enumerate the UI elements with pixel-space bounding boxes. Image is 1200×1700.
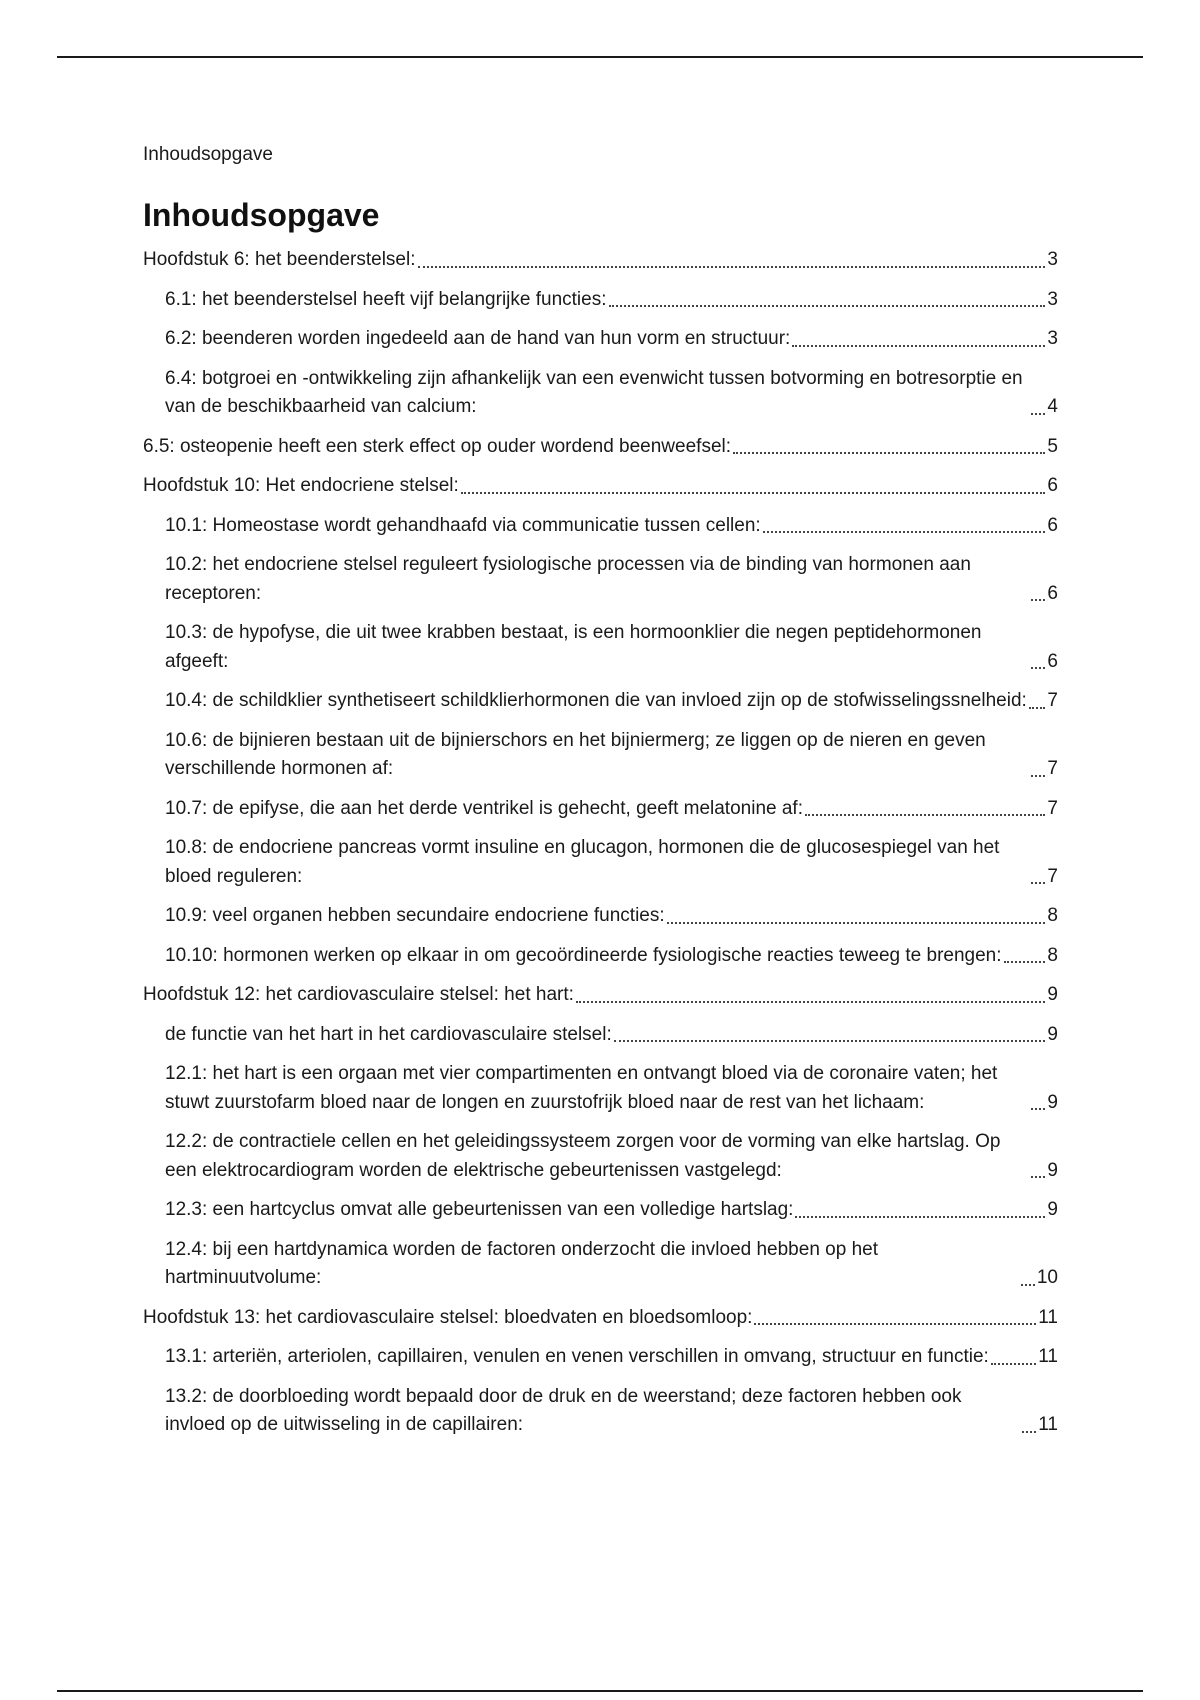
toc-entry-text[interactable]: 13.2: de doorbloeding wordt bepaald door de druk en de weerstand; deze factoren hebben ook invloed op de uitwisseling in de capillairen: <box>165 1385 962 1435</box>
toc-page-number[interactable]: 9 <box>1047 1091 1058 1113</box>
toc-entry-text[interactable]: 6.1: het beenderstelsel heeft vijf belangrijke functies: <box>165 288 607 310</box>
toc-entry-text[interactable]: 10.4: de schildklier synthetiseert schildklierhormonen die van invloed zijn op de stofwisselingssnelheid: <box>165 690 1027 711</box>
bottom-rule <box>57 1690 1143 1692</box>
toc-dot-leader <box>1031 667 1045 669</box>
toc-title: Inhoudsopgave <box>143 197 380 233</box>
toc-entry-section[interactable] <box>143 1128 1058 1185</box>
toc-entry-text[interactable]: 6.2: beenderen worden ingedeeld aan de hand van hun vorm en structuur: <box>165 328 791 349</box>
toc-dot-leader <box>1021 1284 1035 1286</box>
toc-page-number[interactable]: 5 <box>1047 435 1058 457</box>
toc-entry-text[interactable]: 10.3: de hypofyse, die uit twee krabben bestaat, is een hormoonklier die negen peptidehormonen afgeeft: <box>165 622 982 672</box>
toc-dot-leader <box>1031 775 1045 777</box>
toc-entry-text[interactable]: 12.4: bij een hartdynamica worden de factoren onderzocht die invloed hebben op het hartminuutvolume: <box>165 1238 878 1288</box>
toc-entry-section[interactable] <box>143 902 1058 931</box>
toc-entry-text[interactable]: 10.2: het endocriene stelsel reguleert fysiologische processen via de binding van hormonen aan receptoren: <box>165 554 971 604</box>
toc-page-number[interactable]: 9 <box>1047 984 1058 1005</box>
toc-page-number[interactable]: 7 <box>1047 758 1058 779</box>
toc-dot-leader <box>461 492 1046 494</box>
toc-entry-text[interactable]: 6.4: botgroei en -ontwikkeling zijn afhankelijk van een evenwicht tussen botvorming en botresorptie en van de beschikbaarheid van calcium: <box>165 367 1023 417</box>
toc-page-number[interactable]: 7 <box>1047 865 1058 887</box>
toc-entry-chapter[interactable] <box>143 246 1058 275</box>
toc-page-number[interactable]: 3 <box>1047 328 1058 349</box>
toc-dot-leader <box>754 1323 1036 1325</box>
toc-dot-leader <box>792 345 1045 347</box>
toc-page-number[interactable]: 4 <box>1047 396 1058 417</box>
top-rule <box>57 56 1143 58</box>
toc-dot-leader <box>609 305 1046 307</box>
toc-entry-text[interactable]: 12.2: de contractiele cellen en het geleidingssysteem zorgen voor de vorming van elke hartslag. Op een elektrocardiogram worden de elektrische gebeurtenissen vastgelegd: <box>165 1131 1001 1181</box>
toc-entry-section[interactable] <box>143 942 1058 971</box>
toc-page-number[interactable]: 9 <box>1047 1199 1058 1220</box>
toc-dot-leader <box>1031 1176 1045 1178</box>
toc-entry-section[interactable] <box>143 1021 1058 1050</box>
toc-dot-leader <box>763 531 1046 533</box>
toc-entry-text[interactable]: 12.3: een hartcyclus omvat alle gebeurtenissen van een volledige hartslag: <box>165 1199 794 1220</box>
toc-entry-text[interactable]: 10.9: veel organen hebben secundaire endocriene functies: <box>165 905 665 926</box>
toc-entry-chapter[interactable] <box>143 433 1058 462</box>
toc-entry-section[interactable] <box>143 1060 1058 1117</box>
toc-entry-section[interactable] <box>143 325 1058 354</box>
toc-dot-leader <box>1031 413 1045 415</box>
toc-entry-text[interactable]: de functie van het hart in het cardiovasculaire stelsel: <box>165 1023 612 1045</box>
toc-entry-section[interactable] <box>143 687 1058 716</box>
page-content <box>143 143 1058 1451</box>
toc-entry-section[interactable] <box>143 619 1058 676</box>
toc-entry-text[interactable]: 13.1: arteriën, arteriolen, capillairen, venulen en venen verschillen in omvang, structuur en functie: <box>165 1346 989 1367</box>
toc-dot-leader <box>1022 1431 1036 1433</box>
toc-entry-section[interactable] <box>143 1196 1058 1225</box>
toc-entry-text[interactable]: Hoofdstuk 13: het cardiovasculaire stelsel: bloedvaten en bloedsomloop: <box>143 1306 753 1328</box>
toc-entry-section[interactable] <box>143 551 1058 608</box>
toc-dot-leader <box>795 1216 1045 1218</box>
toc-page-number[interactable]: 9 <box>1047 1159 1058 1181</box>
toc-page-number[interactable]: 6 <box>1047 582 1058 604</box>
toc-page-number[interactable]: 10 <box>1036 1267 1058 1288</box>
toc-entry-text[interactable]: 10.6: de bijnieren bestaan uit de bijnierschors en het bijniermerg; ze liggen op de nieren en geven verschillende hormonen af: <box>165 729 986 779</box>
toc-page-number[interactable]: 11 <box>1038 1306 1058 1328</box>
toc-page-number[interactable]: 3 <box>1047 249 1058 270</box>
table-of-contents <box>143 246 1058 1440</box>
toc-page-number[interactable]: 8 <box>1047 944 1058 966</box>
toc-dot-leader <box>667 922 1046 924</box>
toc-dot-leader <box>733 452 1045 454</box>
toc-entry-section[interactable] <box>143 365 1058 422</box>
toc-dot-leader <box>418 266 1046 268</box>
toc-page-number[interactable]: 11 <box>1038 1414 1058 1435</box>
toc-page-number[interactable]: 11 <box>1038 1346 1058 1367</box>
toc-entry-text[interactable]: 10.1: Homeostase wordt gehandhaafd via communicatie tussen cellen: <box>165 514 761 536</box>
toc-dot-leader <box>1004 961 1046 963</box>
toc-entry-section[interactable] <box>143 1236 1058 1293</box>
toc-entry-chapter[interactable] <box>143 1304 1058 1333</box>
toc-entry-section[interactable] <box>143 512 1058 541</box>
toc-page-number[interactable]: 6 <box>1047 650 1058 672</box>
toc-page-number[interactable]: 7 <box>1047 690 1058 711</box>
toc-page-number[interactable]: 8 <box>1047 905 1058 926</box>
toc-entry-text[interactable]: 10.8: de endocriene pancreas vormt insuline en glucagon, hormonen die de glucosespiegel van het bloed reguleren: <box>165 837 1000 887</box>
running-header: Inhoudsopgave <box>143 144 273 165</box>
toc-entry-section[interactable] <box>143 286 1058 315</box>
toc-entry-chapter[interactable] <box>143 472 1058 501</box>
toc-page-number[interactable]: 6 <box>1047 514 1058 536</box>
toc-dot-leader <box>1031 599 1045 601</box>
toc-dot-leader <box>1031 1108 1045 1110</box>
toc-dot-leader <box>614 1040 1046 1042</box>
toc-entry-text[interactable]: Hoofdstuk 12: het cardiovasculaire stelsel: het hart: <box>143 984 574 1005</box>
toc-dot-leader <box>1029 707 1046 709</box>
toc-entry-text[interactable]: 12.1: het hart is een orgaan met vier compartimenten en ontvangt bloed via de coronaire vaten; het stuwt zuurstofarm bloed naar de longen en zuurstofrijk bloed naar de rest van het lichaam: <box>165 1063 998 1113</box>
toc-entry-text[interactable]: Hoofdstuk 10: Het endocriene stelsel: <box>143 475 459 496</box>
toc-page-number[interactable]: 3 <box>1047 288 1058 310</box>
toc-entry-text[interactable]: 6.5: osteopenie heeft een sterk effect op ouder wordend beenweefsel: <box>143 435 732 457</box>
toc-entry-section[interactable] <box>143 1383 1058 1440</box>
toc-dot-leader <box>576 1001 1046 1003</box>
toc-entry-section[interactable] <box>143 795 1058 824</box>
toc-entry-section[interactable] <box>143 834 1058 891</box>
toc-entry-section[interactable] <box>143 1343 1058 1372</box>
toc-entry-text[interactable]: 10.10: hormonen werken op elkaar in om gecoördineerde fysiologische reacties teweeg te brengen: <box>165 944 1002 966</box>
toc-dot-leader <box>805 814 1045 816</box>
toc-dot-leader <box>991 1363 1036 1365</box>
toc-page-number[interactable]: 7 <box>1047 797 1058 819</box>
toc-entry-text[interactable]: Hoofdstuk 6: het beenderstelsel: <box>143 249 416 270</box>
toc-entry-text[interactable]: 10.7: de epifyse, die aan het derde ventrikel is gehecht, geeft melatonine af: <box>165 797 803 819</box>
toc-entry-chapter[interactable] <box>143 981 1058 1010</box>
toc-dot-leader <box>1031 882 1045 884</box>
toc-page-number[interactable]: 6 <box>1047 475 1058 496</box>
toc-entry-section[interactable] <box>143 727 1058 784</box>
toc-page-number[interactable]: 9 <box>1047 1023 1058 1045</box>
